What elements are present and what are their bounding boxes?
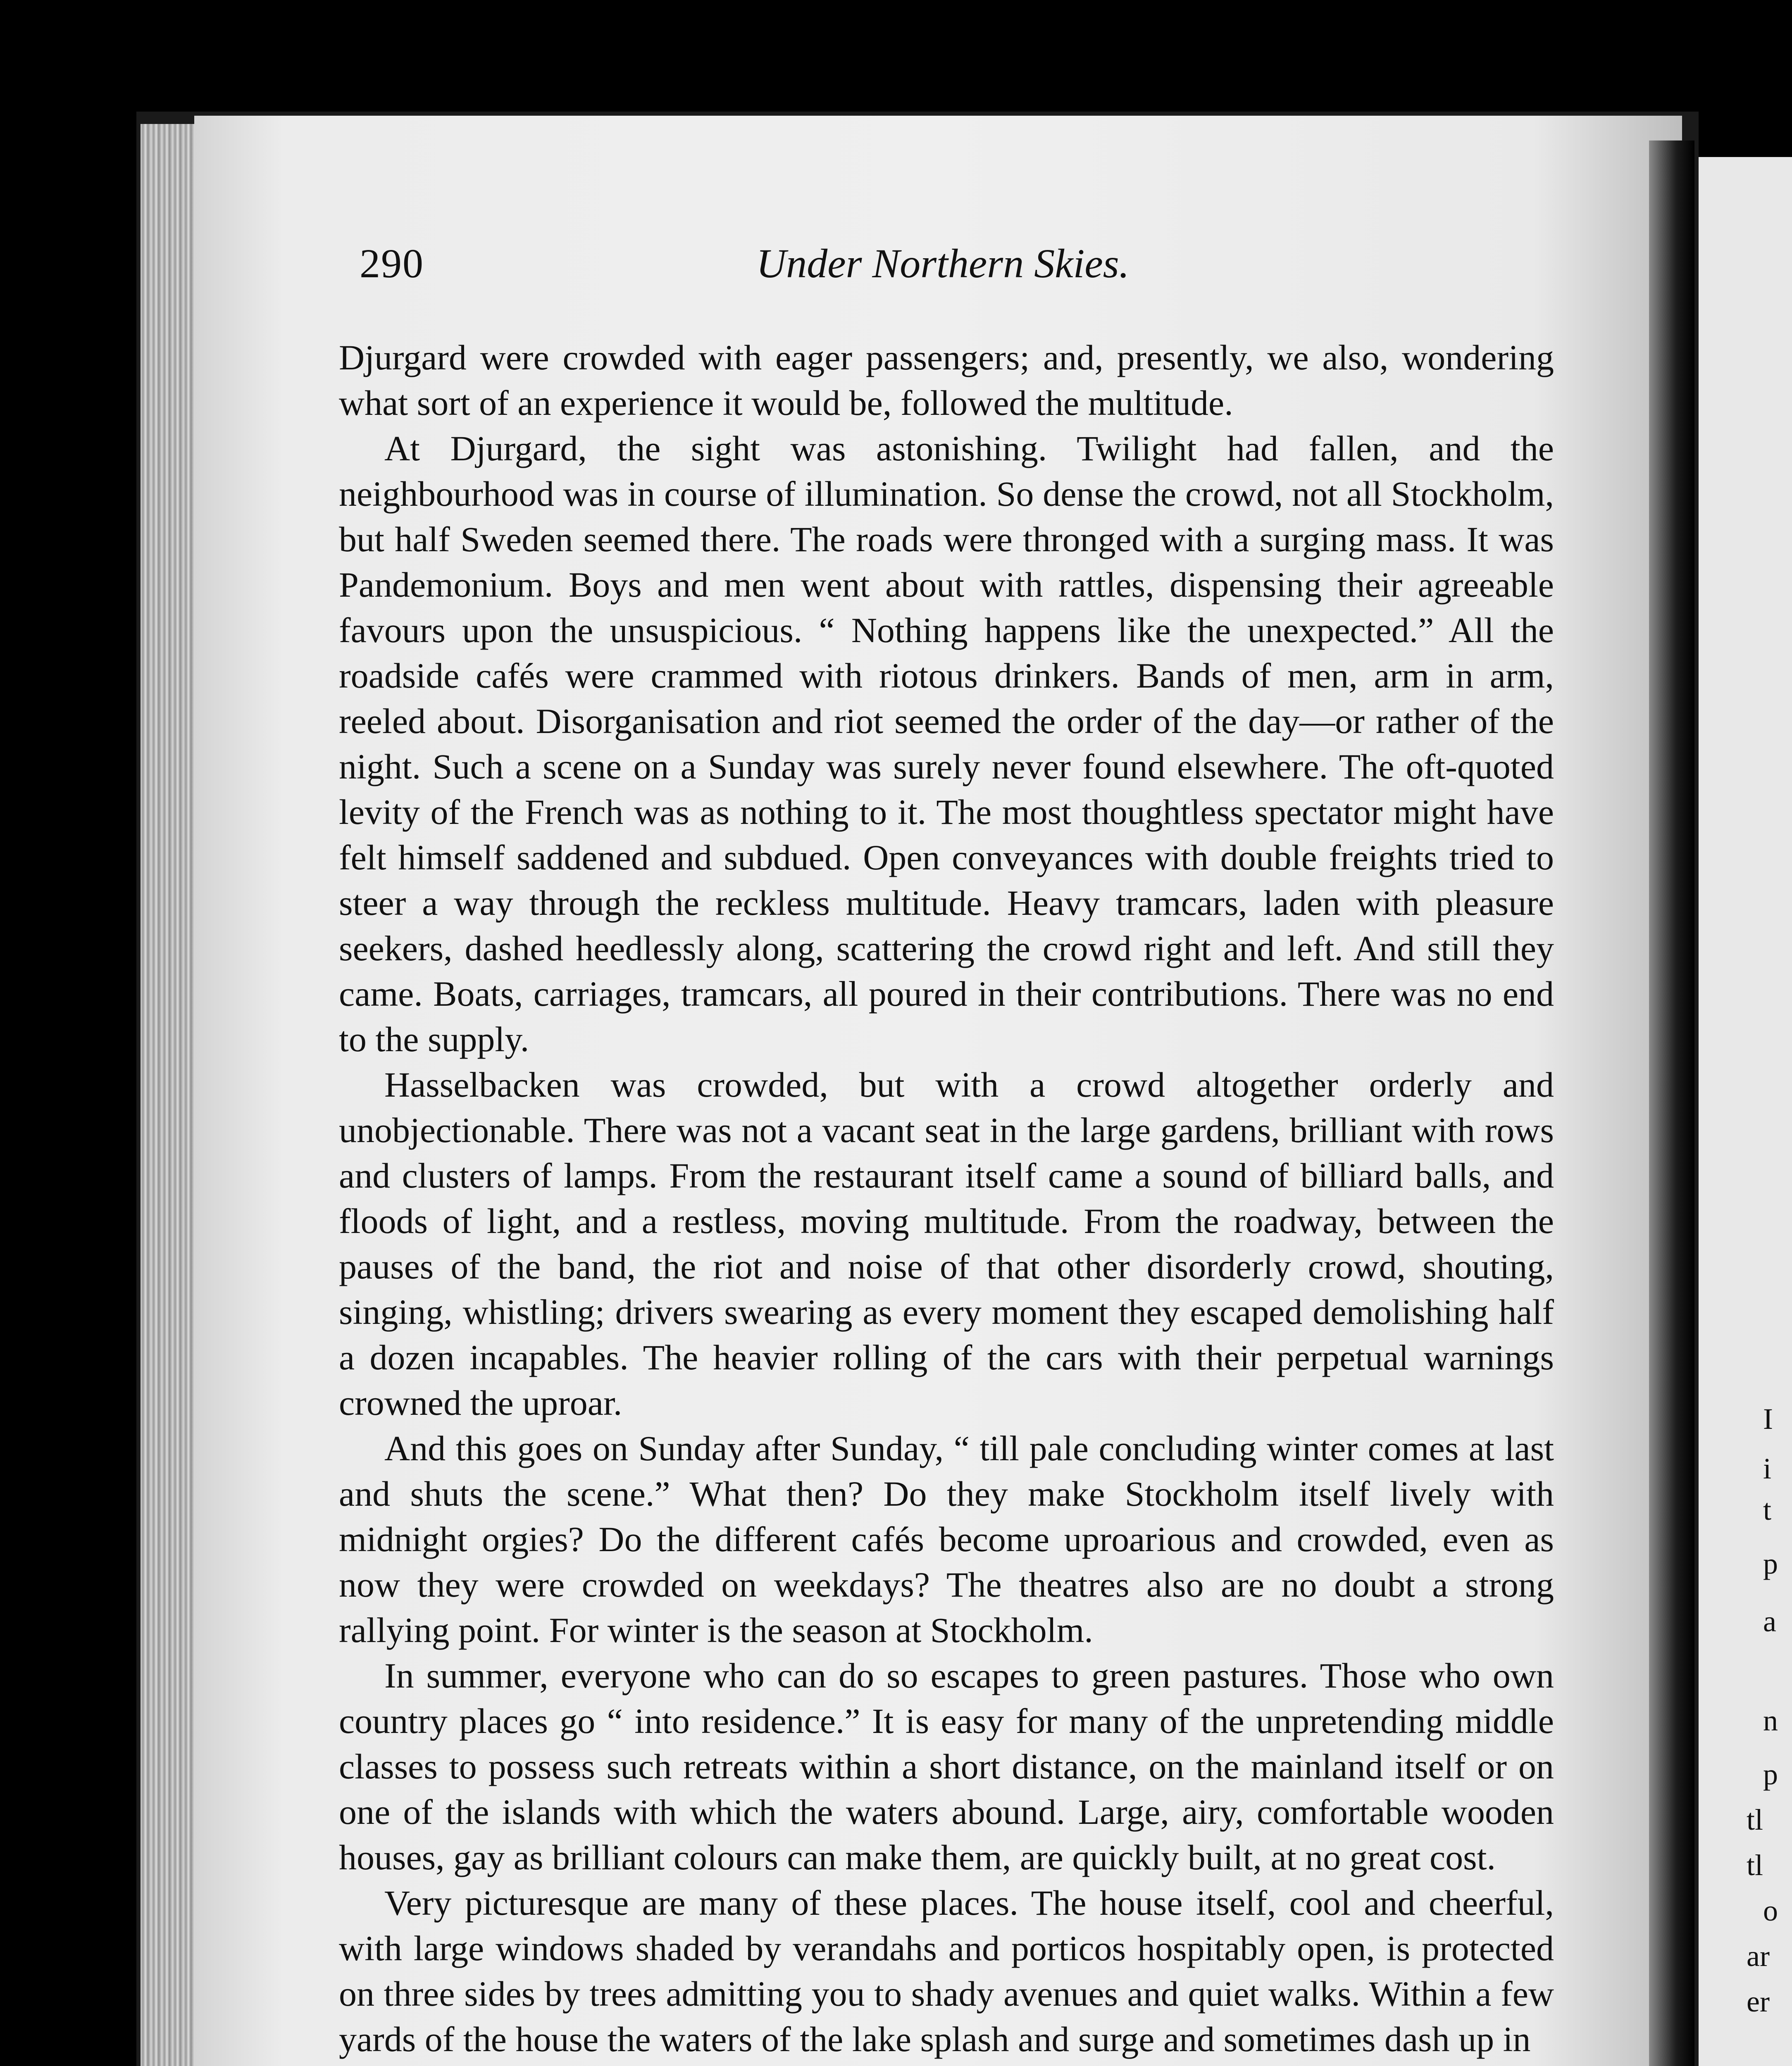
facing-page-edge [1699,157,1792,2066]
facing-page-fragment: tl [1747,1803,1763,1836]
facing-page-fragment: n [1763,1704,1778,1737]
book-gutter [1649,140,1694,2066]
paragraph: At Djurgard, the sight was astonishing. Twilight had fallen, and the neighbourhood was in course of illumination. So dense the crowd, not all Stockholm, but half Sweden seemed there. The roads were thronged with a surging mass. It was Pandemonium. Boys and men went about with rattles, dispensing their agreeable favours upon the unsuspicious. “ Nothing happens like the unexpected.” All the roadside cafés were crammed with riotous drinkers. Bands of men, arm in arm, reeled about. Disorganisation and riot seemed the order of the day—or rather of the night. Such a scene on a Sunday was surely never found elsewhere. The oft-quoted levity of the French was as nothing to it. The most thoughtless spectator might have felt himself saddened and subdued. Open conveyances with double freights tried to steer a way through the reckless multitude. Heavy tramcars, laden with pleasure seekers, dashed heedlessly along, scattering the crowd right and left. And still they came. Boats, carriages, tramcars, all poured in their contributions. There was no end to the supply. [339,428,1554,1059]
paragraph: Djurgard were crowded with eager passengers; and, presently, we also, wondering what sort of an experience it would be, followed the multitude. [339,338,1554,423]
running-head: Under Northern Skies. [756,240,1130,286]
paragraph: Very picturesque are many of these places. The house itself, cool and cheerful, with large windows shaded by verandahs and porticos hospitably open, is protected on three sides by trees admitting you to shady avenues and quiet walks. Within a few yards of the house the waters of the lake splash and surge and sometimes dash up in [339,1883,1554,2059]
facing-page-fragment: I [1763,1402,1773,1435]
facing-page-fragment: p [1763,1547,1778,1580]
page-header [360,240,1558,298]
page-number: 290 [360,240,424,286]
page-edge [141,124,198,2066]
facing-page-fragment: t [1763,1493,1772,1526]
facing-page-fragment: tl [1747,1849,1763,1882]
facing-page-fragment: i [1763,1452,1772,1485]
facing-page-text [1699,157,1792,2066]
facing-page-fragment: o [1763,1894,1778,1927]
paragraph: And this goes on Sunday after Sunday, “ till pale concluding winter comes at last and shuts the scene.” What then? Do they make Stockholm itself lively with midnight orgies? Do the different cafés become uproarious and crowded, even as now they were crowded on weekdays? The theatres also are no doubt a strong rallying point. For winter is the season at Stockholm. [339,1428,1554,1650]
paragraph: Hasselbacken was crowded, but with a crowd altogether orderly and unobjectionable. There was not a vacant seat in the large gardens, brilliant with rows and clusters of lamps. From the restaurant itself came a sound of billiard balls, and floods of light, and a restless, moving multitude. From the roadway, between the pauses of the band, the riot and noise of that other disorderly crowd, shouting, singing, whistling; drivers swearing as every moment they escaped demolishing half a dozen incapables. The heavier rolling of the cars with their perpetual warnings crowned the uproar. [339,1065,1554,1423]
paragraph: In summer, everyone who can do so escapes to green pastures. Those who own country places go “ into residence.” It is easy for many of the unpretending middle classes to possess such retreats within a short distance, on the mainland itself or on one of the islands with which the waters abound. Large, airy, comfortable wooden houses, gay as brilliant colours can make them, are quickly built, at no great cost. [339,1656,1554,1877]
facing-page-fragment: p [1763,1758,1778,1791]
facing-page-fragment: er [1747,1985,1770,2018]
facing-page-fragment: ar [1747,1940,1770,1973]
facing-page-fragment: a [1763,1605,1776,1638]
body-text [339,335,1554,2062]
